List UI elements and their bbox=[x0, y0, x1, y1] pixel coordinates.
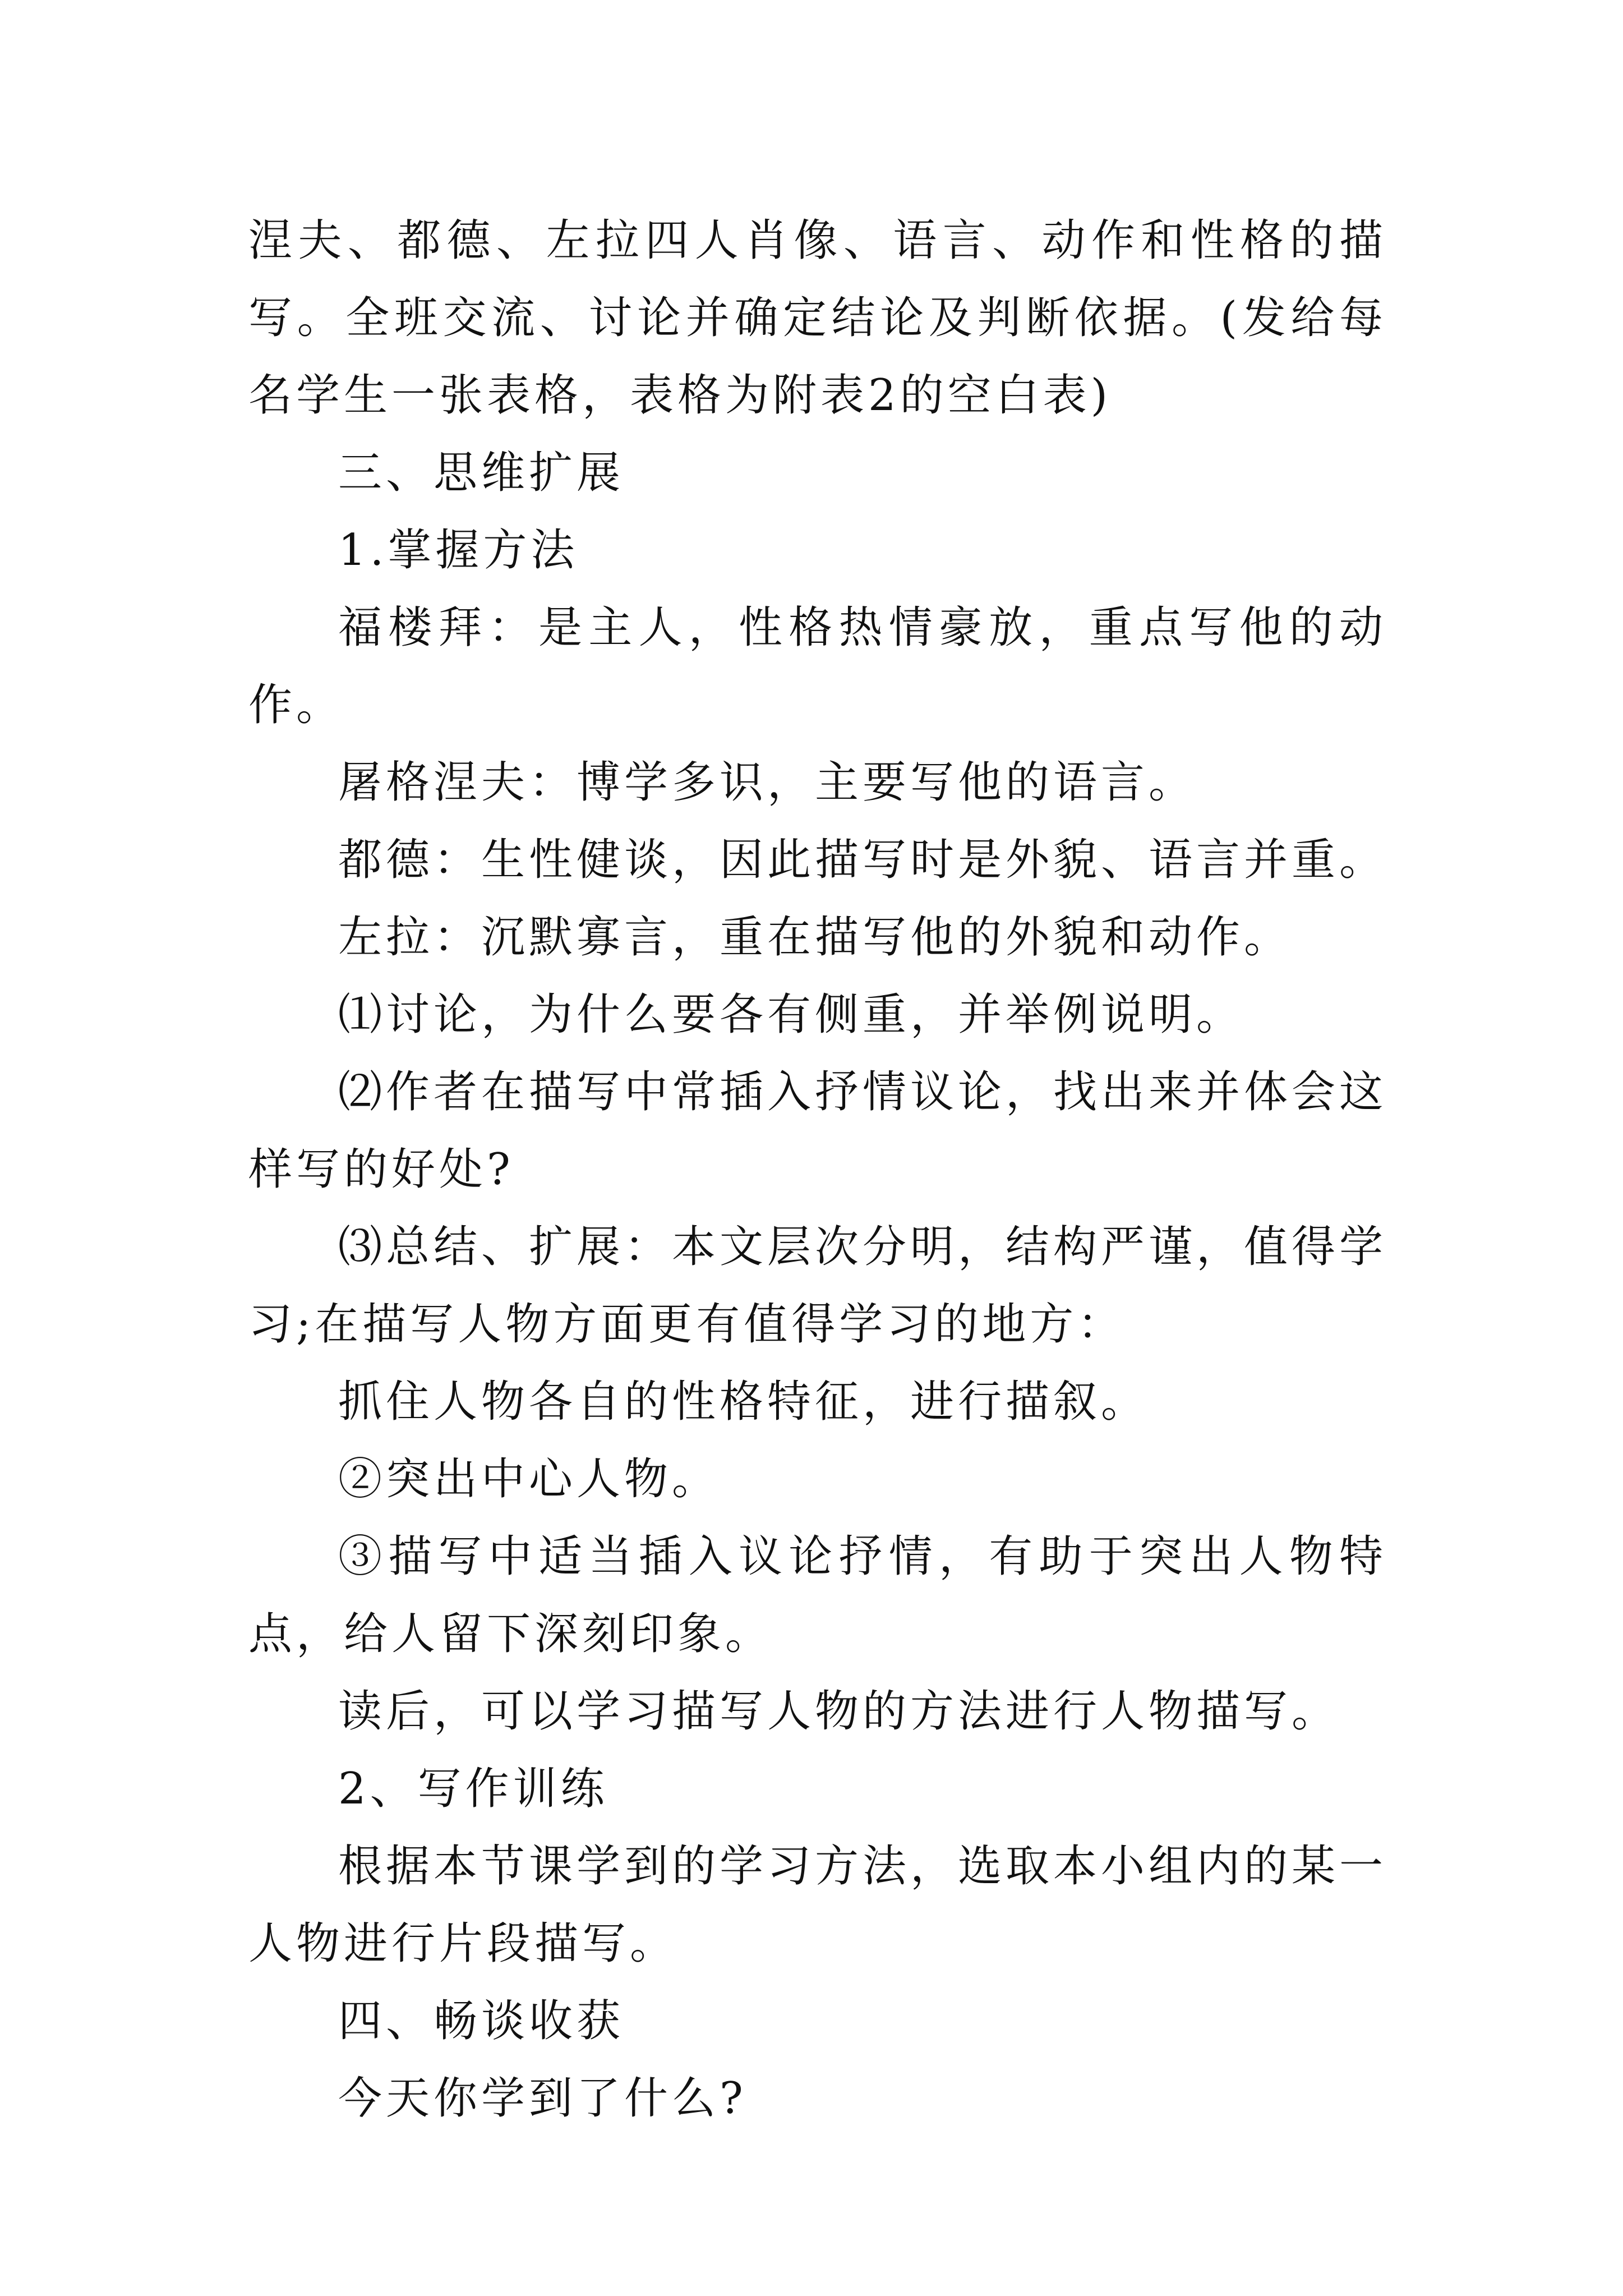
paragraph-after-reading: 读后，可以学习描写人物的方法进行人物描写。 bbox=[338, 1686, 1340, 1737]
question-3-summary: ⑶总结、扩展：本文层次分明，结构严谨，值得学习;在描写人物方面更有值得学习的地方： bbox=[248, 1222, 1387, 1350]
paragraph-zola: 左拉：沉默寡言，重在描写他的外貌和动作。 bbox=[338, 912, 1292, 963]
subheading-writing-training: 2、写作训练 bbox=[338, 1764, 608, 1814]
section-heading-harvest: 四、畅谈收获 bbox=[338, 1996, 625, 2046]
paragraph-writing-task: 根据本节课学到的学习方法，选取本小组内的某一人物进行片段描写。 bbox=[248, 1841, 1387, 1969]
paragraph-flaubert: 福楼拜：是主人，性格热情豪放，重点写他的动作。 bbox=[248, 602, 1387, 730]
document-body bbox=[248, 202, 1387, 2137]
section-heading-thinking-extension: 三、思维扩展 bbox=[338, 448, 625, 498]
paragraph-continuation: 涅夫、都德、左拉四人肖像、语言、动作和性格的描写。全班交流、讨论并确定结论及判断依据。(发给每名学生一张表格，表格为附表2的空白表) bbox=[248, 215, 1387, 421]
point-character-traits: 抓住人物各自的性格特征，进行描叙。 bbox=[338, 1377, 1149, 1427]
paragraph-turgenev: 屠格涅夫：博学多识，主要写他的语言。 bbox=[338, 757, 1197, 808]
question-1: ⑴讨论，为什么要各有侧重，并举例说明。 bbox=[338, 990, 1244, 1040]
point-lyrical-commentary: ③描写中适当插入议论抒情，有助于突出人物特点，给人留下深刻印象。 bbox=[248, 1531, 1387, 1659]
subheading-master-method: 1.掌握方法 bbox=[338, 525, 579, 576]
point-central-character: ②突出中心人物。 bbox=[338, 1454, 720, 1504]
question-2: ⑵作者在描写中常插入抒情议论，找出来并体会这样写的好处? bbox=[248, 1067, 1387, 1195]
paragraph-question-learned: 今天你学到了什么? bbox=[338, 2073, 747, 2124]
paragraph-daudet: 都德：生性健谈，因此描写时是外貌、语言并重。 bbox=[338, 835, 1387, 885]
